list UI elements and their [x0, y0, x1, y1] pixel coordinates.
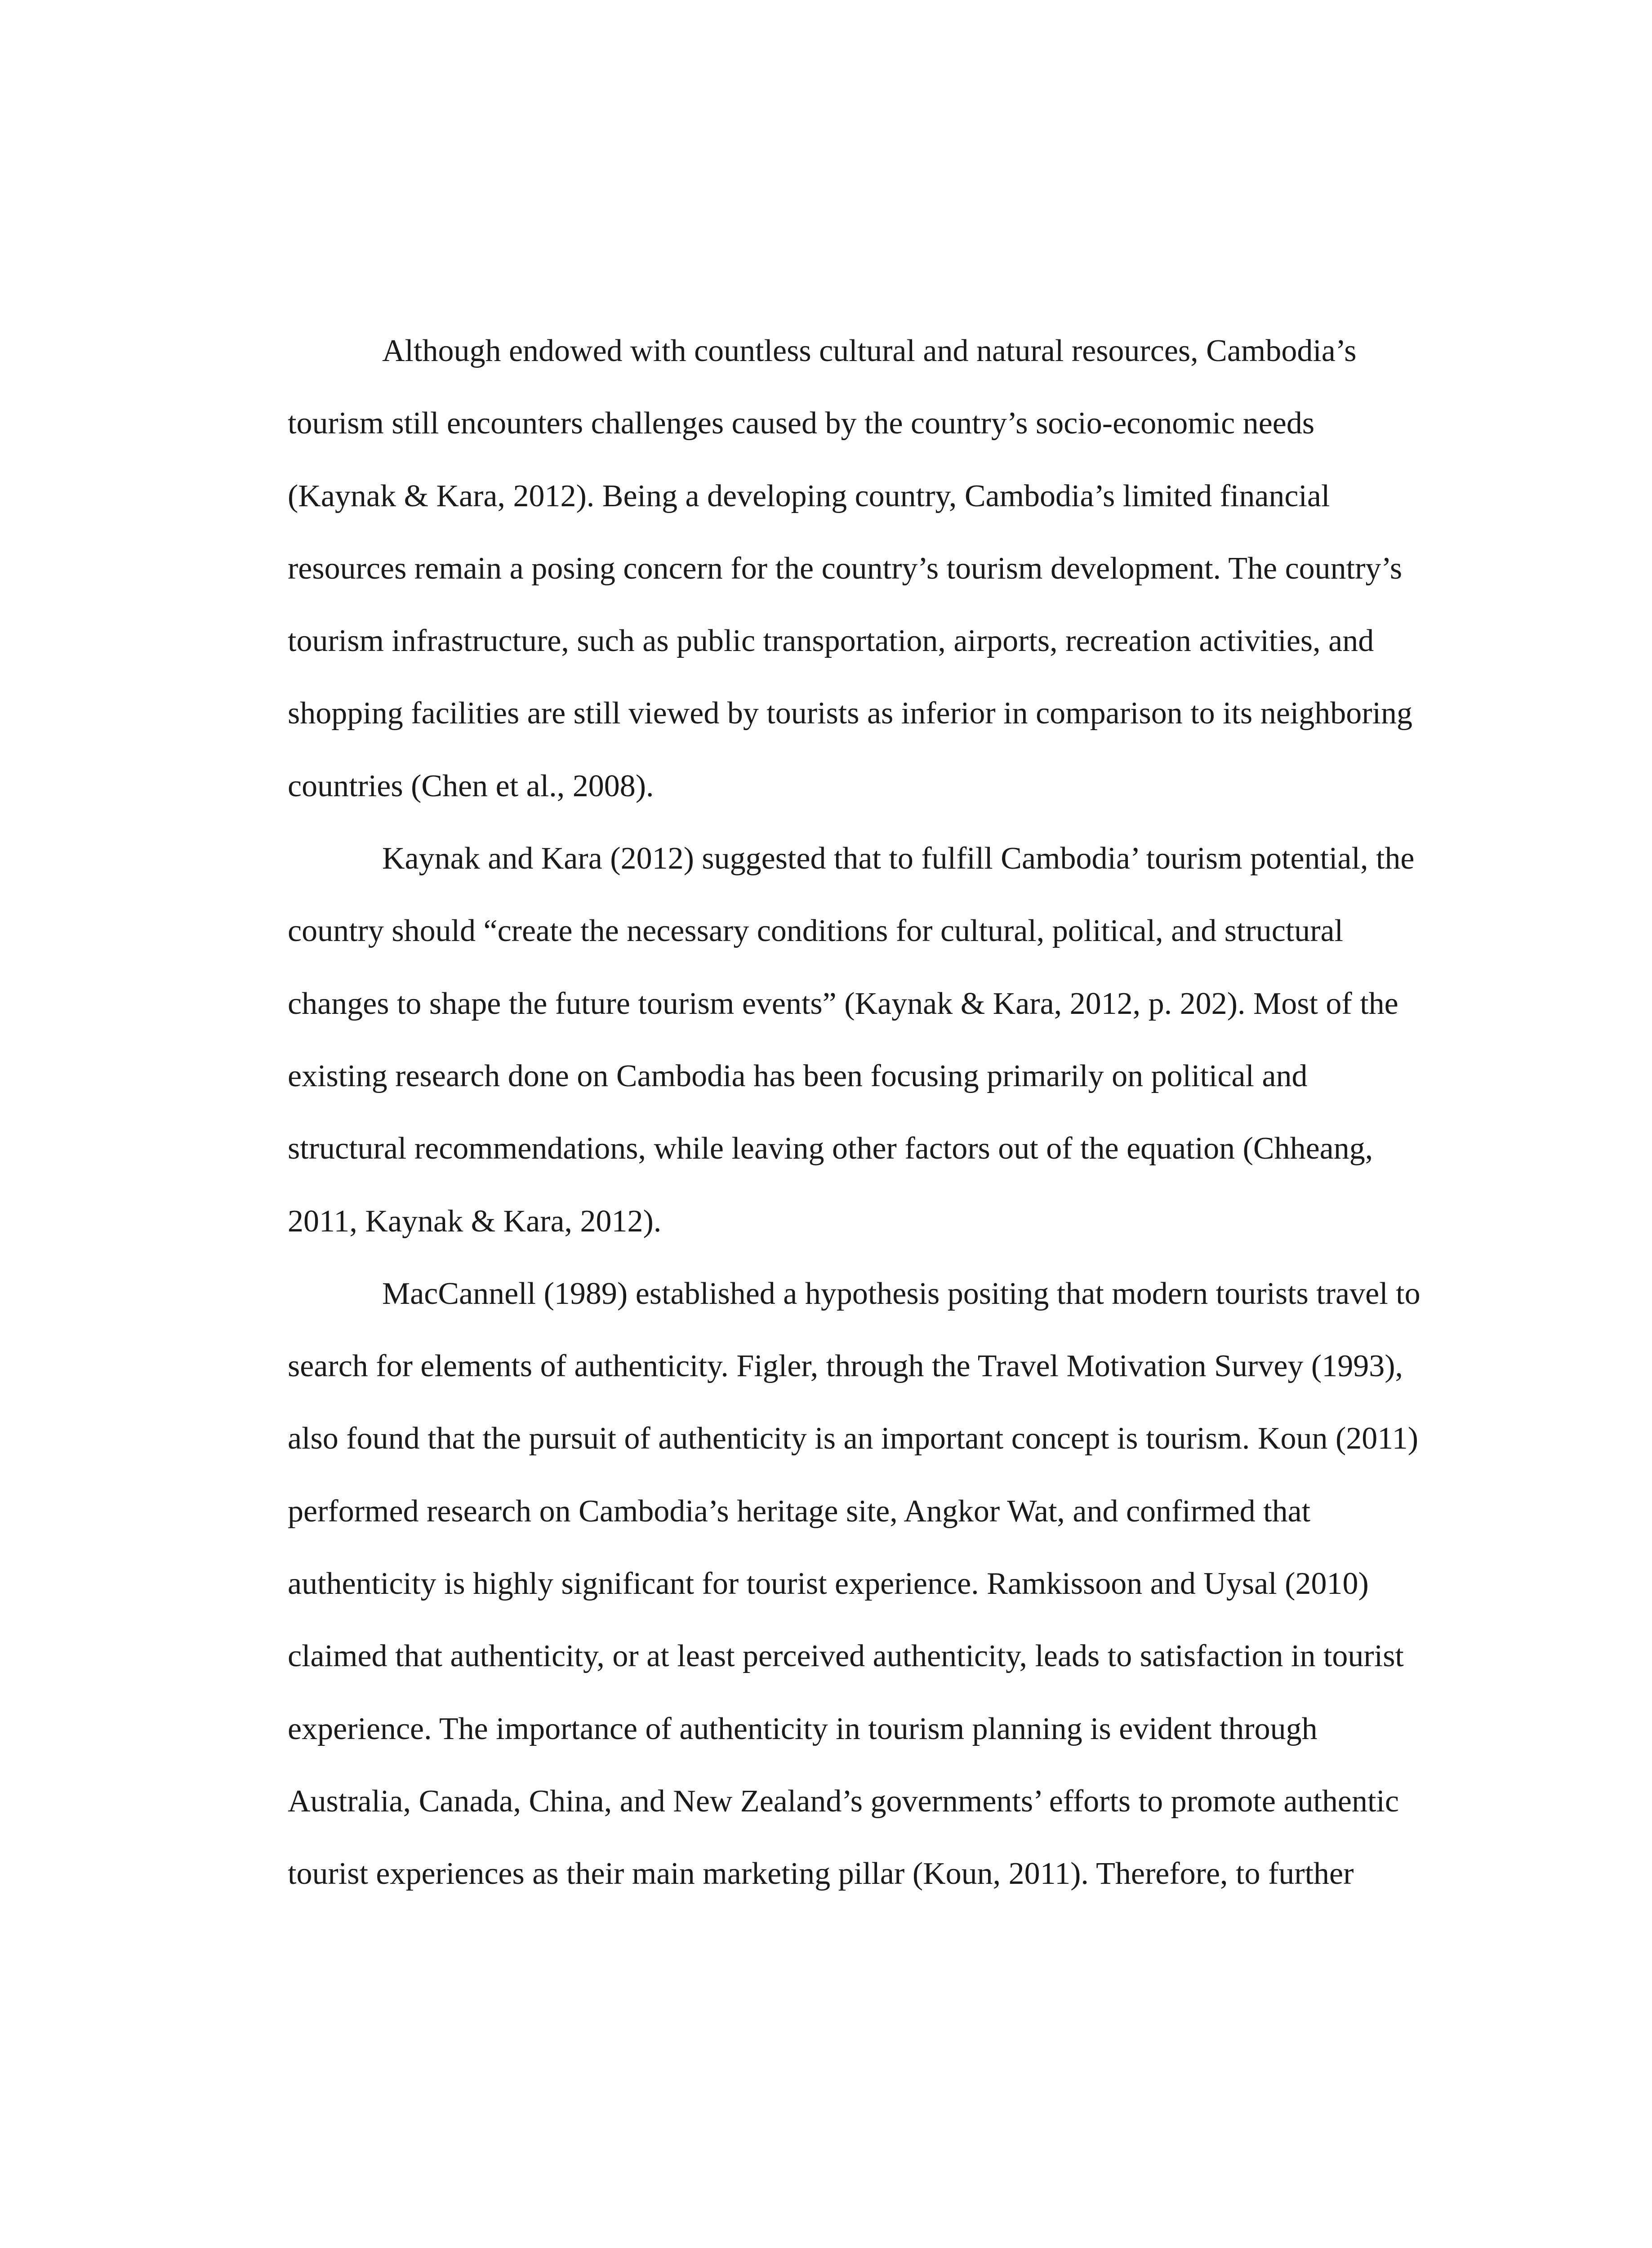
paragraph-1-line-4: resources remain a posing concern for the country’s tourism development. The country’s	[288, 551, 1403, 586]
paragraph-2-line-6: 2011, Kaynak & Kara, 2012).	[288, 1204, 662, 1239]
paragraph-3-line-6: claimed that authenticity, or at least perceived authenticity, leads to satisfaction in tourist	[288, 1639, 1404, 1674]
paragraph-1-line-2: tourism still encounters challenges caused by the country’s socio-economic needs	[288, 406, 1315, 441]
paragraph-3-line-3: also found that the pursuit of authenticity is an important concept is tourism. Koun (2011)	[288, 1421, 1419, 1456]
paragraph-1-line-7: countries (Chen et al., 2008).	[288, 768, 654, 803]
paragraph-1-line-1: Although endowed with countless cultural and natural resources, Cambodia’s	[382, 334, 1357, 368]
paragraph-2-line-5: structural recommendations, while leaving other factors out of the equation (Chheang,	[288, 1131, 1373, 1166]
paragraph-3-line-5: authenticity is highly significant for tourist experience. Ramkissoon and Uysal (2010)	[288, 1566, 1369, 1601]
paragraph-2-line-3: changes to shape the future tourism events” (Kaynak & Kara, 2012, p. 202). Most of the	[288, 986, 1398, 1021]
paragraph-1-line-5: tourism infrastructure, such as public transportation, airports, recreation activities, and	[288, 624, 1374, 659]
paragraph-2-line-4: existing research done on Cambodia has been focusing primarily on political and	[288, 1058, 1308, 1093]
paragraph-3-line-2: search for elements of authenticity. Figler, through the Travel Motivation Survey (1993),	[288, 1349, 1403, 1384]
paragraph-1-line-6: shopping facilities are still viewed by tourists as inferior in comparison to its neighboring	[288, 696, 1413, 731]
paragraph-3-line-4: performed research on Cambodia’s heritage site, Angkor Wat, and confirmed that	[288, 1494, 1311, 1529]
paragraph-3-line-1: MacCannell (1989) established a hypothesis positing that modern tourists travel to	[382, 1276, 1420, 1311]
paragraph-2-line-1: Kaynak and Kara (2012) suggested that to fulfill Cambodia’ tourism potential, the	[382, 841, 1415, 876]
paragraph-3-line-9: tourist experiences as their main marketing pillar (Koun, 2011). Therefore, to further	[288, 1856, 1354, 1891]
paragraph-3-line-8: Australia, Canada, China, and New Zealand’s governments’ efforts to promote authentic	[288, 1784, 1399, 1819]
paragraph-2-line-2: country should “create the necessary conditions for cultural, political, and structural	[288, 914, 1344, 949]
paragraph-3-line-7: experience. The importance of authenticity in tourism planning is evident through	[288, 1711, 1318, 1746]
paragraph-1-line-3: (Kaynak & Kara, 2012). Being a developing country, Cambodia’s limited financial	[288, 478, 1330, 513]
body-text	[288, 315, 1447, 1910]
